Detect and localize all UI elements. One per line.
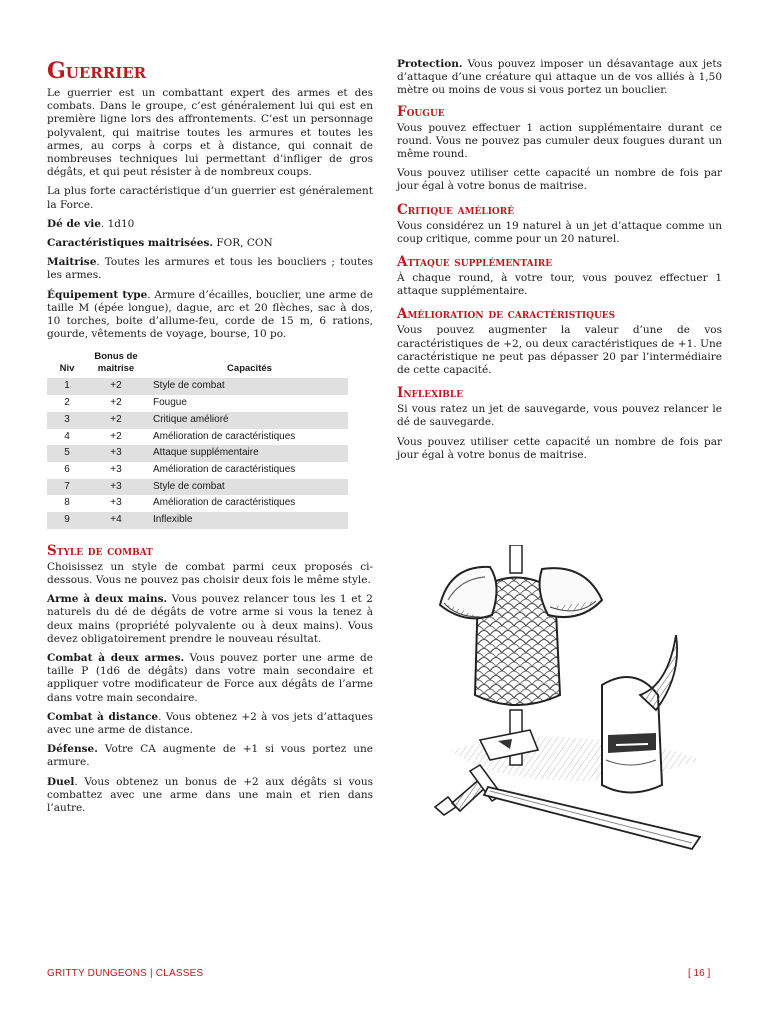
style-duel <box>47 776 373 816</box>
distance-text: . Vous obtenez +2 à vos jets d’attaques avec une arme de distance. <box>47 710 374 737</box>
duel-text: . Vous obtenez un bonus de +2 aux dégâts si vous combattez avec une arme dans une main et rien dans l’autre. <box>47 775 373 815</box>
attaque-heading: Attaque supplémentaire <box>397 254 553 271</box>
fougue-paragraph-1: Vous pouvez effectuer 1 action supplémentaire durant ce round. Vous ne pouvez pas cumuler deux fougues durant un même round. <box>397 121 722 161</box>
cell-capacite: Inflexible <box>145 512 348 529</box>
style-defense <box>47 743 373 769</box>
table-header-row <box>47 351 348 378</box>
protection-label: Protection. <box>397 58 463 70</box>
cell-bonus: +3 <box>87 479 145 496</box>
defense-text: Votre CA augmente de +1 si vous portez une armure. <box>47 743 373 769</box>
header-capacites: Capacités <box>227 363 272 375</box>
cell-niv: 1 <box>47 378 87 395</box>
table-row <box>47 445 348 462</box>
table-row <box>47 495 348 512</box>
inflexible-paragraph-2: Vous pouvez utiliser cette capacité un nombre de fois par jour égal à votre bonus de maitrise. <box>397 435 722 461</box>
table-row <box>47 412 348 429</box>
deux-armes-label: Combat à deux armes. <box>47 652 185 664</box>
style-intro: Choisissez un style de combat parmi ceux proposés ci-dessous. Vous ne pouvez pas choisir deux fois le même style. <box>47 560 373 586</box>
cell-niv: 3 <box>47 412 87 429</box>
cell-capacite: Critique amélioré <box>145 412 348 429</box>
right-column <box>397 58 722 468</box>
cell-niv: 4 <box>64 430 70 442</box>
table-row <box>47 479 348 496</box>
equipment-label: Équipement type <box>47 288 148 301</box>
style-deux-armes <box>47 652 373 705</box>
cell-niv: 8 <box>64 497 70 509</box>
critique-heading: Critique amélioré <box>397 201 515 218</box>
cell-niv: 6 <box>64 463 70 475</box>
equipment-line <box>47 289 373 342</box>
attaque-paragraph: À chaque round, à votre tour, vous pouvez effectuer 1 attaque supplémentaire. <box>397 272 722 298</box>
left-column <box>47 58 373 821</box>
table-row <box>47 378 348 395</box>
cell-bonus: +2 <box>87 412 145 429</box>
deux-mains-text: Vous pouvez relancer tous les 1 et 2 naturels du dé de dégâts de votre arme si vous la tenez à deux mains (propriété polyvalente ou à deux mains). Vous devez obligatoirement prendre le nouveau résultat. <box>47 593 373 645</box>
table-row <box>47 395 348 412</box>
cell-niv: 5 <box>47 445 87 462</box>
cell-capacite: Amélioration de caractéristiques <box>153 463 296 475</box>
cell-niv: 2 <box>64 397 70 409</box>
footer-title: GRITTY DUNGEONS | CLASSES <box>47 968 204 979</box>
cell-bonus: +3 <box>87 445 145 462</box>
defense-label: Défense. <box>47 743 98 756</box>
amelioration-paragraph: Vous pouvez augmenter la valeur d’une de vos caractéristiques de +2, ou deux caractéristiques de +1. Une caractéristique ne peut pas dépasser 20 par l’intermédiaire de cette capacité. <box>397 324 722 377</box>
protection-text: Vous pouvez imposer un désavantage aux jets d’attaque d’une créature qui attaque un de vos alliés à 1,50 mètre ou moins de vous si vous portez un bouclier. <box>397 58 722 97</box>
cell-bonus: +2 <box>110 397 122 409</box>
amelioration-heading: Amélioration de caractéristiques <box>397 306 616 323</box>
hit-die-line <box>47 218 373 231</box>
style-protection <box>397 58 722 98</box>
cell-bonus: +2 <box>110 430 122 442</box>
cell-capacite: Style de combat <box>145 479 348 496</box>
distance-label: Combat à distance <box>47 710 159 723</box>
cell-bonus: +4 <box>87 512 145 529</box>
mastery-line <box>47 256 373 282</box>
hit-die-label: Dé de vie <box>47 217 101 230</box>
style-distance <box>47 711 373 737</box>
style-heading: Style de combat <box>47 542 153 559</box>
table-row <box>47 429 348 446</box>
inflexible-heading: Inflexible <box>397 385 464 402</box>
cell-niv: 7 <box>47 479 87 496</box>
cell-capacite: Fougue <box>153 397 187 409</box>
equipment-value: . Armure d’écailles, bouclier, une arme de taille M (épée longue), dague, arc et 20 flèches, sac à dos, 10 torches, boite d’allume-feu, corde de 15 m, 6 rations, gourde, vêtements de voyage, bourse, 10 po. <box>47 288 373 341</box>
header-niv: Niv <box>59 363 75 375</box>
mastery-value: . Toutes les armures et tous les boucliers ; toutes les armes. <box>47 256 373 282</box>
cell-capacite: Amélioration de caractéristiques <box>153 430 296 442</box>
armor-illustration <box>430 545 715 870</box>
cell-capacite: Amélioration de caractéristiques <box>153 497 296 509</box>
table-row <box>47 462 348 479</box>
style-deux-mains <box>47 593 373 646</box>
progression-table <box>47 351 348 528</box>
cell-capacite: Style de combat <box>145 378 348 395</box>
cell-bonus: +2 <box>87 378 145 395</box>
cell-bonus: +3 <box>110 463 122 475</box>
saves-line <box>47 237 373 250</box>
class-title: Guerrier <box>47 58 147 84</box>
page-number: [ 16 ] <box>688 968 711 979</box>
cell-capacite: Attaque supplémentaire <box>145 445 348 462</box>
fougue-heading: Fougue <box>397 103 445 120</box>
intro-paragraph: Le guerrier est un combattant expert des armes et des combats. Dans le groupe, c’est généralement lui qui est en première ligne lors des affrontements. C’est un personnage polyvalent, qui maitrise toutes les armures et toutes les armes, au corps à corps et à distance, qui connait de nombreuses techniques lui permettant d’infliger de gros dégâts, et qui peut résister à de nombreux coups. <box>47 87 373 179</box>
inflexible-paragraph-1: Si vous ratez un jet de sauvegarde, vous pouvez relancer le dé de sauvegarde. <box>397 403 722 429</box>
saves-value: FOR, CON <box>213 237 273 250</box>
hit-die-value: . 1d10 <box>100 217 135 230</box>
fougue-paragraph-2: Vous pouvez utiliser cette capacité un nombre de fois par jour égal à votre bonus de maitrise. <box>397 167 722 193</box>
main-stat-paragraph: La plus forte caractéristique d’un guerrier est généralement la Force. <box>47 185 373 211</box>
saves-label: Caractéristiques maitrisées. <box>47 237 214 250</box>
table-row <box>47 512 348 529</box>
cell-niv: 9 <box>47 512 87 529</box>
header-bonus: Bonus de maitrise <box>94 351 138 375</box>
critique-paragraph: Vous considérez un 19 naturel à un jet d’attaque comme un coup critique, comme pour un 20 naturel. <box>397 219 722 245</box>
mastery-label: Maitrise <box>47 256 97 269</box>
deux-mains-label: Arme à deux mains. <box>47 593 168 606</box>
deux-armes-text: Vous pouvez porter une arme de taille P (1d6 de dégâts) dans votre main secondaire et appliquer votre modificateur de Force aux dégâts de l’arme dans votre main secondaire. <box>47 652 373 704</box>
cell-bonus: +3 <box>110 497 122 509</box>
duel-label: Duel <box>47 775 75 788</box>
